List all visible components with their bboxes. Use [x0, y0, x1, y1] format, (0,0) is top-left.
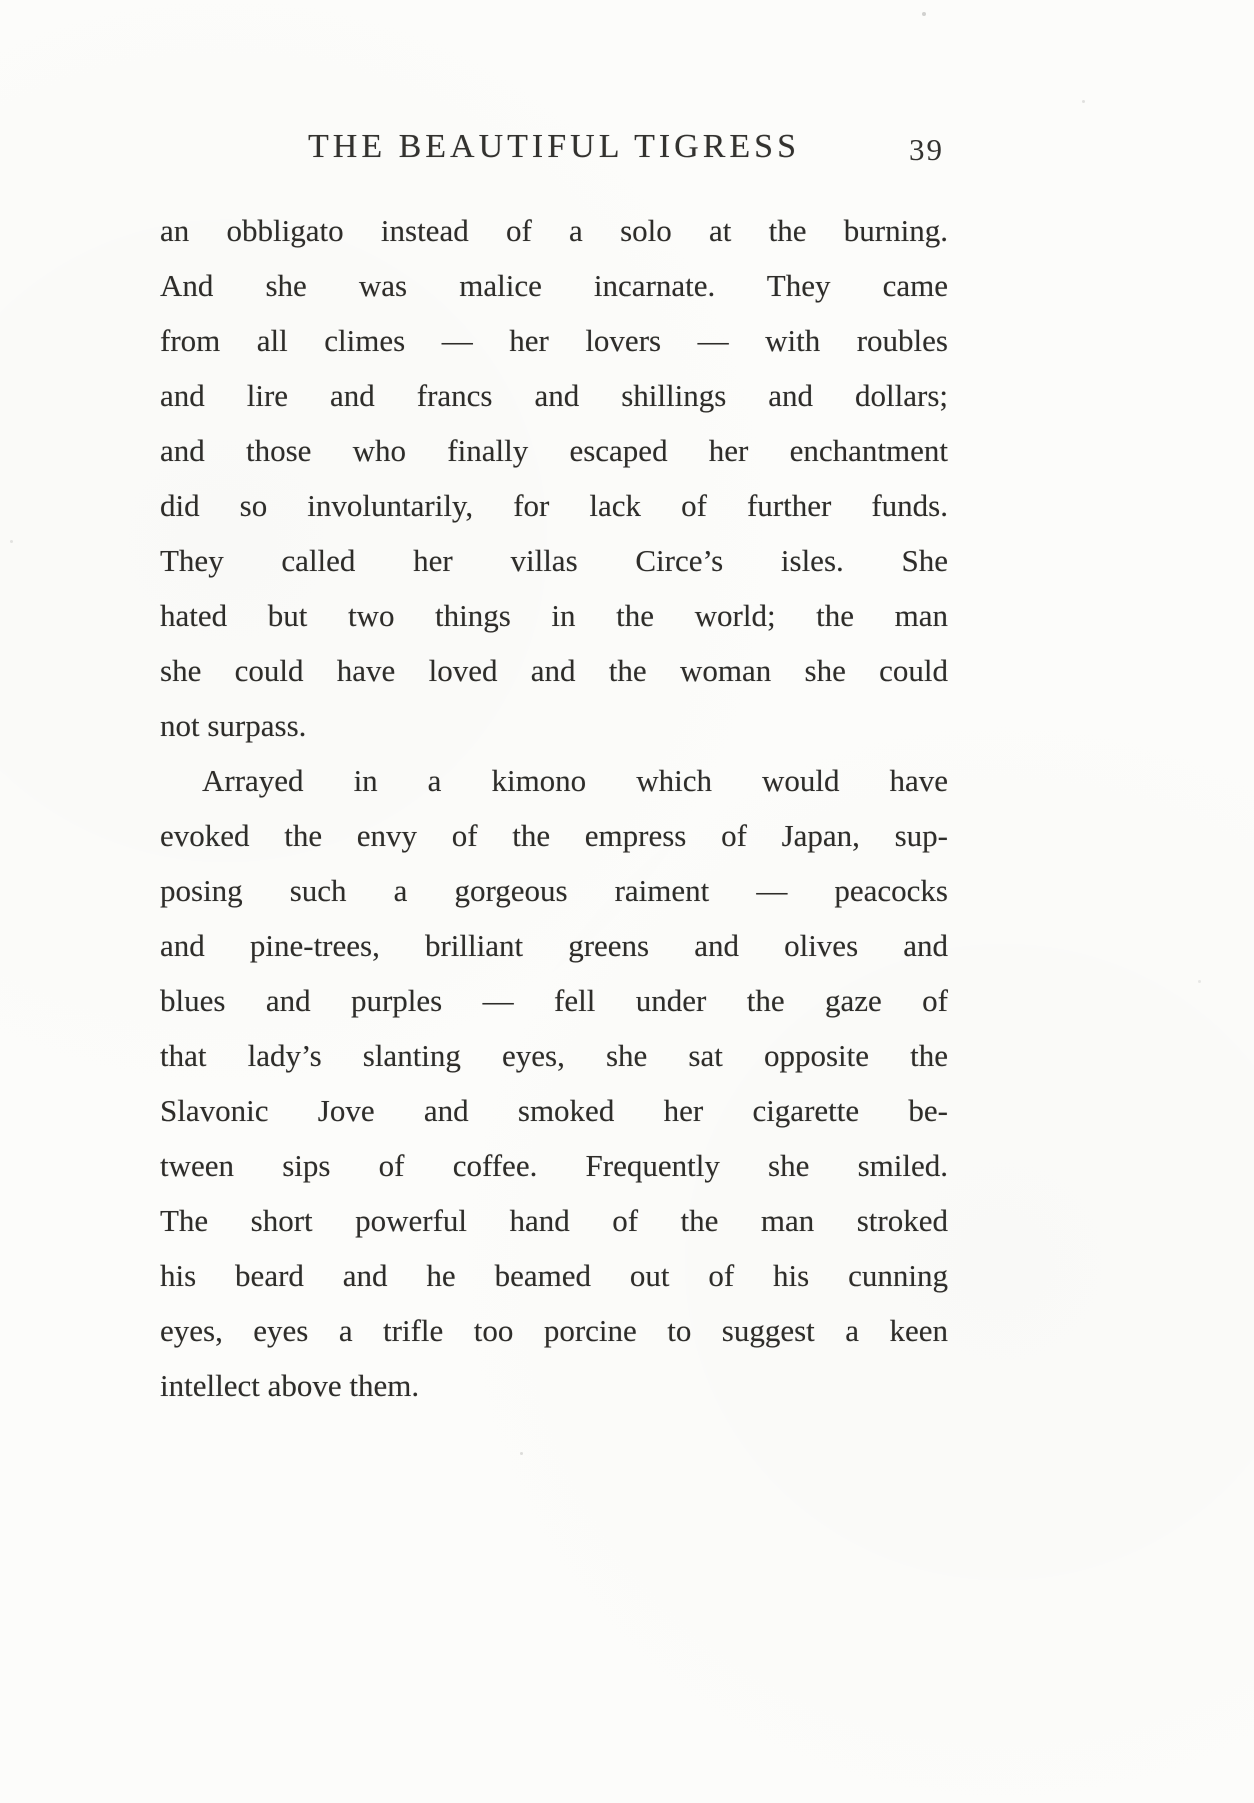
text-block [160, 203, 948, 1413]
text-line: she could have loved and the woman she could [160, 653, 948, 688]
text-line: eyes, eyes a trifle too porcine to suggest a keen [160, 1313, 948, 1348]
text-line: Slavonic Jove and smoked her cigarette be- [160, 1093, 948, 1128]
text-line: hated but two things in the world; the man [160, 598, 948, 633]
text-line: and those who finally escaped her enchantment [160, 433, 948, 468]
page-header [160, 128, 948, 166]
paragraph [160, 203, 948, 753]
text-line: intellect above them. [160, 1368, 420, 1403]
paper-speck [10, 540, 13, 543]
text-line: They called her villas Circe’s isles. She [160, 543, 948, 578]
running-title: THE BEAUTIFUL TIGRESS [308, 128, 800, 165]
paragraph [160, 753, 948, 1413]
text-line: evoked the envy of the empress of Japan, sup- [160, 818, 948, 853]
text-line: from all climes — her lovers — with roubles [160, 323, 948, 358]
text-line: an obbligato instead of a solo at the burning. [160, 213, 948, 248]
text-line: The short powerful hand of the man stroked [160, 1203, 948, 1238]
text-line: his beard and he beamed out of his cunning [160, 1258, 948, 1293]
paper-speck [922, 12, 926, 16]
text-line: blues and purples — fell under the gaze of [160, 983, 948, 1018]
text-line: And she was malice incarnate. They came [160, 268, 948, 303]
paper-speck [1198, 980, 1201, 983]
text-line: Arrayed in a kimono which would have [202, 763, 948, 798]
paper-speck [1082, 100, 1085, 103]
text-line: did so involuntarily, for lack of further funds. [160, 488, 948, 523]
text-line: tween sips of coffee. Frequently she smiled. [160, 1148, 948, 1183]
text-line: and pine-trees, brilliant greens and olives and [160, 928, 948, 963]
text-line: and lire and francs and shillings and dollars; [160, 378, 948, 413]
text-line: posing such a gorgeous raiment — peacocks [160, 873, 948, 908]
text-line: that lady’s slanting eyes, she sat opposite the [160, 1038, 948, 1073]
page-number: 39 [909, 132, 944, 167]
text-line: not surpass. [160, 708, 307, 743]
paper-speck [520, 1452, 523, 1455]
